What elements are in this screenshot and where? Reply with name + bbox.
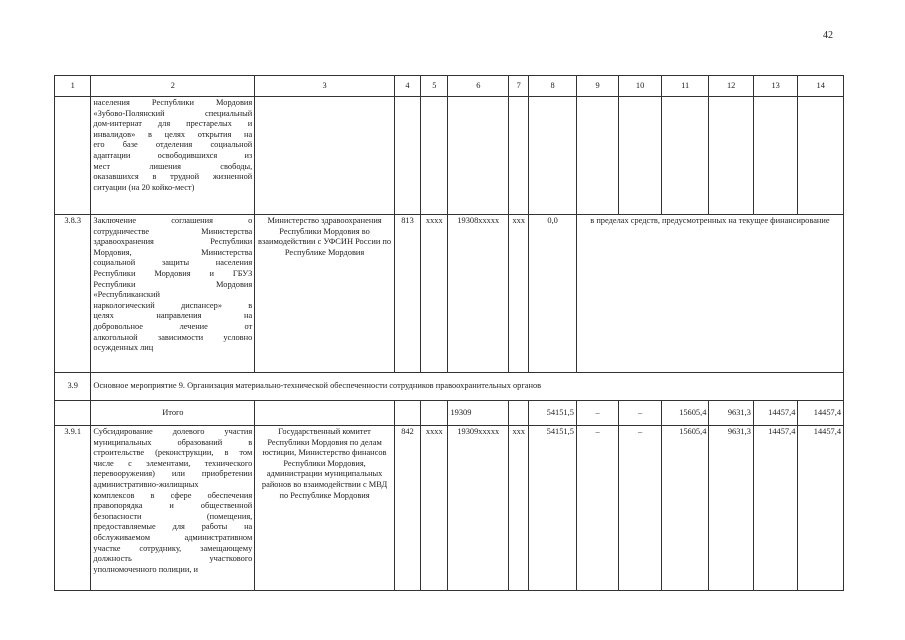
total-amount: 0,0	[529, 215, 577, 373]
code-csr: 19308ххххх	[448, 215, 509, 373]
code-csr: 19309ххххх	[448, 426, 509, 591]
text-line: его базе отделения социальной	[93, 140, 253, 150]
header-cell: 4	[394, 76, 420, 97]
text-line: Мордовия, Министерства	[93, 247, 253, 257]
header-cell: 13	[753, 76, 798, 97]
text-line: муниципальных образований в	[93, 437, 253, 447]
text-line: перевооружения) или приобретении	[93, 469, 253, 479]
header-cell: 10	[619, 76, 661, 97]
text-line: Заключение соглашения о	[93, 216, 253, 225]
text-line: населения Республики Мордовия	[93, 98, 253, 107]
amount-col-13: 14457,4	[753, 401, 798, 426]
amount-col-10: –	[619, 401, 661, 426]
text-line: адаптации освободившихся из	[93, 150, 253, 160]
code-rzpr: хххх	[421, 215, 448, 373]
text-line: инвалидов» в целях открытия на	[93, 129, 253, 139]
measure-description	[91, 426, 255, 591]
amount-col-12: 9631,3	[709, 426, 754, 591]
table-row-3-9-1	[55, 426, 844, 591]
text-line: здравоохранения Республики	[93, 237, 253, 247]
amount-col-10: –	[619, 426, 661, 591]
header-cell: 6	[448, 76, 509, 97]
row-number: 3.8.3	[55, 215, 91, 373]
table-row-3-9	[55, 373, 844, 401]
total-label: Итого	[91, 401, 255, 426]
table-row-3-8-3	[55, 215, 844, 373]
code-vr: ххх	[509, 215, 529, 373]
header-cell: 14	[798, 76, 844, 97]
amount-col-11: 15605,4	[661, 401, 709, 426]
header-cell: 2	[91, 76, 255, 97]
text-line: должность участкового	[93, 554, 253, 564]
amount-col-11: 15605,4	[661, 426, 709, 591]
text-line: Республики Мордовия и ГБУЗ	[93, 268, 253, 278]
header-cell: 3	[255, 76, 395, 97]
code-csr: 19309	[448, 401, 509, 426]
text-line: административно-жилищных	[93, 479, 199, 489]
header-cell: 9	[576, 76, 618, 97]
text-line: осужденных лиц	[93, 343, 154, 353]
text-line: «Республиканский	[93, 290, 160, 300]
text-line: наркологический диспансер» в	[93, 300, 253, 310]
text-line: социальной защиты населения	[93, 258, 253, 268]
code-vr: ххх	[509, 426, 529, 591]
text-line: сотрудничестве Министерства	[93, 226, 253, 236]
header-cell: 12	[709, 76, 754, 97]
main-activity-title: Основное мероприятие 9. Организация материально-технической обеспеченности сотрудников правоохранительных органов	[91, 373, 844, 401]
text-line: обслуживаемом административном	[93, 532, 253, 542]
text-line: участке сотруднику, замещающему	[93, 543, 253, 553]
text-line: комплексов в сфере обеспечения	[93, 490, 253, 500]
text-line: правопорядка и общественной	[93, 501, 253, 511]
text-line: строительстве (реконструкции, в том	[93, 448, 253, 458]
table-row-total	[55, 401, 844, 426]
row-number: 3.9.1	[55, 426, 91, 591]
text-line: дом-интернат для престарелых и	[93, 119, 253, 129]
amount-col-14: 14457,4	[798, 426, 844, 591]
total-amount: 54151,5	[529, 401, 577, 426]
amount-col-9: –	[576, 426, 618, 591]
text-line: оказавшихся в трудной жизненной	[93, 172, 253, 182]
text-line: алкогольной зависимости условно	[93, 332, 253, 342]
page-number: 42	[823, 30, 833, 41]
text-line: целях направления на	[93, 311, 253, 321]
measure-description	[91, 97, 255, 215]
header-row	[55, 76, 844, 97]
code-grbs: 813	[394, 215, 420, 373]
text-line: уполномоченного полиции, и	[93, 564, 199, 574]
amount-col-9: –	[576, 401, 618, 426]
text-line: «Зубово-Полянский специальный	[93, 108, 253, 118]
text-line: добровольное лечение от	[93, 321, 253, 331]
executor: Государственный комитет Республики Мордовия по делам юстиции, Министерство финансов Республики Мордовия, администрации муниципальных районов во взаимодействии с МВД по Республике Мордовия	[255, 426, 395, 591]
text-line: Республики Мордовия	[93, 279, 253, 289]
table-row-continued	[55, 97, 844, 215]
text-line: мест лишения свободы,	[93, 161, 253, 171]
text-line: предоставляемые для работы на	[93, 522, 253, 532]
executor: Министерство здравоохранения Республики Мордовия во взаимодействии с УФСИН России по Республике Мордовия	[255, 215, 395, 373]
row-number: 3.9	[55, 373, 91, 401]
code-rzpr: хххх	[421, 426, 448, 591]
total-amount: 54151,5	[529, 426, 577, 591]
financing-note: в пределах средств, предусмотренных на текущее финансирование	[576, 215, 843, 373]
header-cell: 11	[661, 76, 709, 97]
header-cell: 8	[529, 76, 577, 97]
header-cell: 7	[509, 76, 529, 97]
header-cell: 1	[55, 76, 91, 97]
program-table	[54, 75, 844, 591]
measure-description	[91, 215, 255, 373]
header-cell: 5	[421, 76, 448, 97]
amount-col-14: 14457,4	[798, 401, 844, 426]
text-line: ситуации (на 20 койко-мест)	[93, 182, 195, 192]
code-grbs: 842	[394, 426, 420, 591]
text-line: безопасности (помещения,	[93, 511, 253, 521]
text-line: числе с элементами, технического	[93, 458, 253, 468]
amount-col-13: 14457,4	[753, 426, 798, 591]
text-line: Субсидирование долевого участия	[93, 427, 253, 436]
amount-col-12: 9631,3	[709, 401, 754, 426]
